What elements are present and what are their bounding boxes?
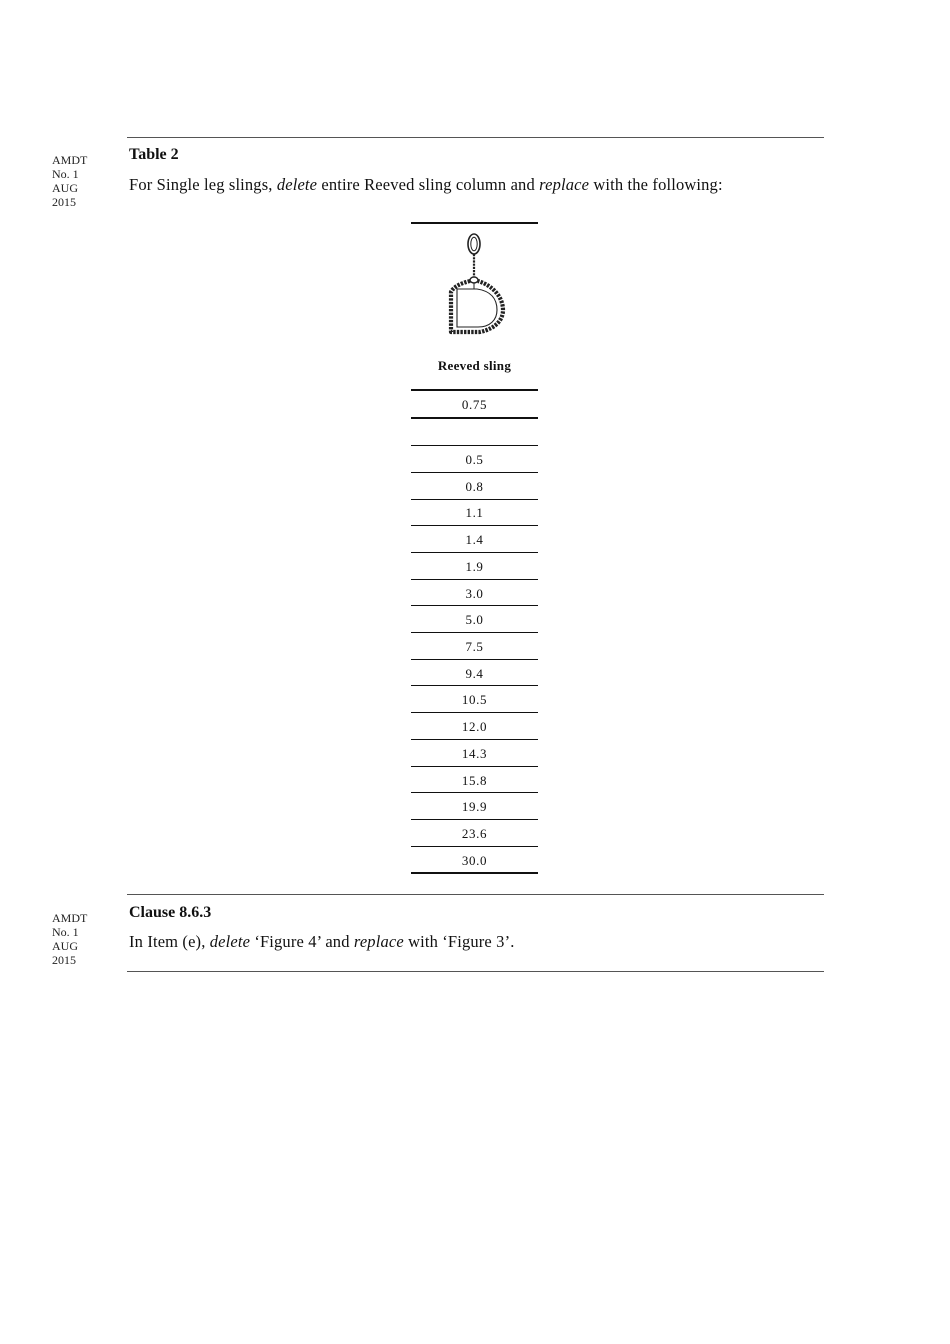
blank-row <box>411 419 538 445</box>
table-row: 15.8 <box>461 773 488 788</box>
top-divider <box>127 137 824 138</box>
text-run-italic: replace <box>353 932 404 951</box>
table-top-border <box>411 222 538 224</box>
amendment-note <box>52 153 112 209</box>
amendment-line: 2015 <box>52 195 76 209</box>
amendment-line: AUG <box>52 181 78 195</box>
section-divider <box>127 894 824 895</box>
table-row: 1.9 <box>465 559 484 574</box>
table-row: 1.4 <box>465 532 484 547</box>
table-row: 14.3 <box>461 746 488 761</box>
text-run: For Single leg slings, <box>129 175 277 194</box>
text-run: with the following: <box>589 175 723 194</box>
amendment-line: AMDT <box>52 911 88 925</box>
table-row: 0.8 <box>465 479 484 494</box>
table-row: 3.0 <box>465 586 484 601</box>
section-instruction-table-2 <box>129 175 723 195</box>
table-row: 10.5 <box>461 692 488 707</box>
amendment-line: No. 1 <box>52 925 79 939</box>
text-run: entire Reeved sling column and <box>317 175 540 194</box>
table-bottom-border <box>411 872 538 874</box>
factor-row: 0.75 <box>461 397 488 412</box>
column-header-reeved-sling: Reeved sling <box>437 358 512 373</box>
table-row: 0.5 <box>465 452 484 467</box>
section-instruction-clause-8-6-3 <box>129 932 515 952</box>
amendment-line: No. 1 <box>52 167 79 181</box>
table-row: 12.0 <box>461 719 488 734</box>
text-run: In Item (e), <box>129 932 210 951</box>
table-row: 23.6 <box>461 826 488 841</box>
section-heading-table-2: Table 2 <box>129 146 179 163</box>
table-row: 1.1 <box>465 505 484 520</box>
text-run-italic: delete <box>276 175 318 194</box>
table-row: 5.0 <box>465 612 484 627</box>
amendment-line: AUG <box>52 939 78 953</box>
table-row: 19.9 <box>461 799 488 814</box>
text-run: ‘Figure 4’ and <box>250 932 354 951</box>
text-run-italic: replace <box>539 175 590 194</box>
table-row: 7.5 <box>465 639 484 654</box>
text-run: with ‘Figure 3’. <box>403 932 515 951</box>
reeved-sling-chain-icon <box>440 232 510 340</box>
text-run-italic: delete <box>209 932 251 951</box>
table-row: 9.4 <box>465 666 484 681</box>
bottom-divider <box>127 971 824 972</box>
amendment-line: 2015 <box>52 953 76 967</box>
table-row: 30.0 <box>461 853 488 868</box>
reeved-sling-table <box>411 222 538 877</box>
amendment-note <box>52 911 112 967</box>
amendment-line: AMDT <box>52 153 88 167</box>
section-heading-clause-8-6-3: Clause 8.6.3 <box>129 904 212 921</box>
